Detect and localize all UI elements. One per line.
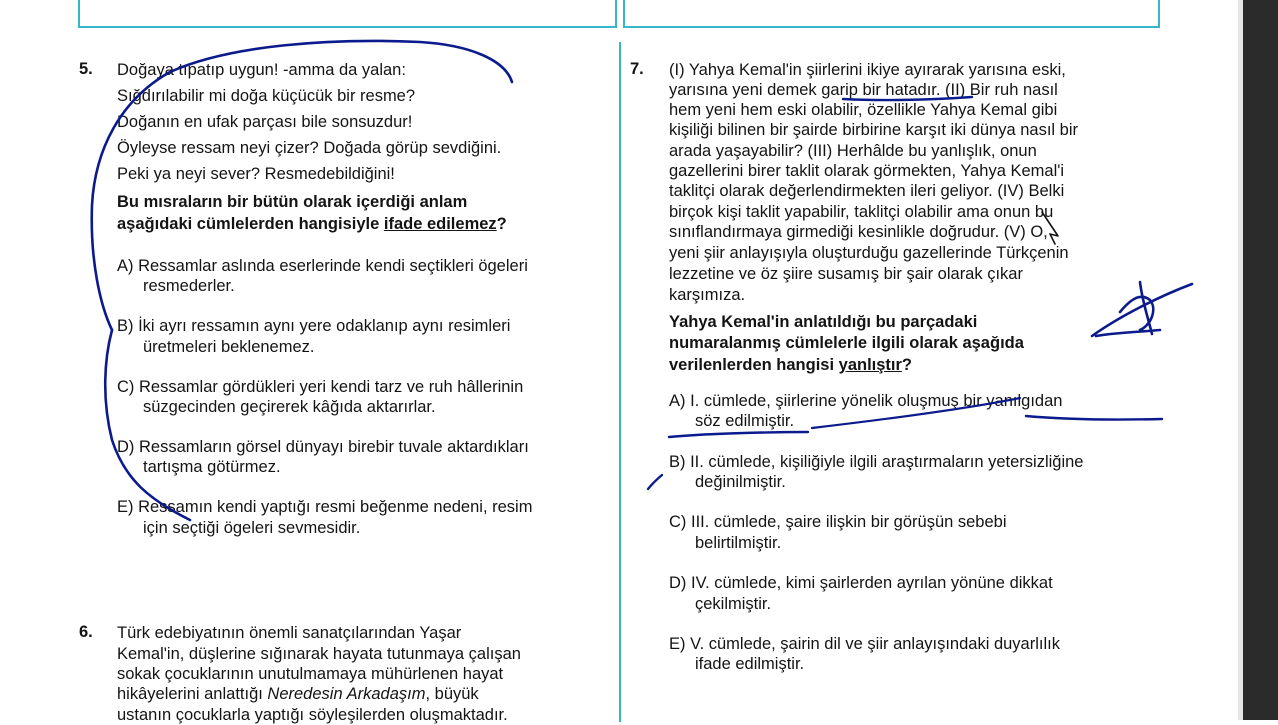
option-text: I. cümlede, şiirlerine yönelik oluşmuş bir yanılgıdan — [690, 392, 1063, 410]
q7-question-mark: ? — [901, 356, 913, 374]
q7-passage-line: karşımıza. — [669, 286, 746, 304]
q5-option-e-cont: için seçtiği ögeleri sevmesidir. — [143, 519, 361, 537]
q5-option-b-cont: üretmeleri beklenemez. — [143, 338, 315, 356]
option-text: İki ayrı ressamın aynı yere odaklanıp aynı resimleri — [138, 317, 511, 335]
q6-line: ustanın çocuklarla yaptığı söyleşilerden oluşmaktadır. — [117, 706, 508, 724]
q6-text: hikâyelerini anlattığı — [117, 685, 268, 703]
q5-option-a-cont: resmederler. — [143, 277, 235, 295]
option-text: V. cümlede, şairin dil ve şiir anlayışındaki duyarlılık — [690, 635, 1060, 653]
option-letter: A) — [669, 392, 686, 410]
q5-option-c-cont: süzgecinden geçirerek kâğıda aktarırlar. — [143, 398, 436, 416]
q5-option-d-cont: tartışma götürmez. — [143, 458, 281, 476]
side-panel — [1243, 0, 1278, 720]
q5-poem-line: Peki ya neyi sever? Resmedebildiğini! — [117, 165, 395, 183]
q7-question-line1: Yahya Kemal'in anlatıldığı bu parçadaki — [669, 313, 978, 331]
q5-option-e[interactable] — [117, 497, 532, 517]
q7-option-d[interactable] — [669, 573, 1053, 593]
ink-star-mark — [1092, 282, 1192, 336]
option-text: Ressamlar gördükleri yeri kendi tarz ve ruh hâllerinin — [139, 378, 524, 396]
option-letter: B) — [669, 453, 686, 471]
top-box-left — [78, 0, 617, 28]
q7-passage-line: arada yaşayabilir? (III) Herhâlde bu yanlışlık, onun — [669, 142, 1037, 160]
q5-question-underlined: ifade edilemez — [383, 215, 497, 233]
q7-passage-line: taklitçi olarak değerlendirmekten ileri geliyor. (IV) Belki — [669, 182, 1065, 200]
q7-passage-line: yeni şiir anlayışıyla oluşturduğu gazellerinde Türkçenin — [669, 244, 1069, 262]
q7-passage-line: birçok kişi taklit yapabilir, taklitçi olabilir ama onun bu — [669, 203, 1054, 221]
ink-check-mark — [648, 475, 662, 489]
option-letter: C) — [117, 378, 135, 396]
option-letter: C) — [669, 513, 687, 531]
q5-question-mark: ? — [496, 215, 507, 233]
q5-question-text: aşağıdaki cümlelerden hangisiyle — [117, 215, 384, 233]
question-5-number: 5. — [79, 60, 93, 78]
q7-option-b[interactable] — [669, 452, 1083, 472]
q7-option-b-cont: değinilmiştir. — [695, 473, 786, 491]
ink-bracket-stroke — [105, 330, 190, 520]
question-6-number: 6. — [79, 623, 93, 641]
q7-passage-line: lezzetine ve öz şiire susamış bir şair olarak çıkar — [669, 265, 1023, 283]
q5-poem-line: Sığdırılabilir mi doğa küçücük bir resme? — [117, 87, 416, 105]
q6-line: Türk edebiyatının önemli sanatçılarından Yaşar — [117, 624, 462, 642]
q7-passage-line: hem yeni hem eski olabilir, özellikle Yahya Kemal gibi — [669, 101, 1058, 119]
q7-passage-line: kişiliği bilinen bir şairde birbirine karşıt iki dünya nasıl bir — [669, 121, 1079, 139]
option-letter: A) — [117, 257, 134, 275]
q7-option-a[interactable] — [669, 391, 1062, 411]
option-text: Ressamın kendi yaptığı resmi beğenme nedeni, resim — [138, 498, 533, 516]
q5-option-b[interactable] — [117, 316, 510, 336]
q7-option-c[interactable] — [669, 512, 1007, 532]
q7-option-e[interactable] — [669, 634, 1060, 654]
q5-poem-line: Öyleyse ressam neyi çizer? Doğada görüp sevdiğini. — [117, 139, 502, 157]
ink-underline — [669, 432, 808, 437]
option-letter: E) — [669, 635, 686, 653]
q7-passage-line: sınıflandırmaya girmediği kesinlikle doğrudur. (V) O, — [669, 223, 1048, 241]
option-text: III. cümlede, şaire ilişkin bir görüşün sebebi — [691, 513, 1007, 531]
q7-question-underlined: yanlıştır — [838, 356, 902, 374]
q5-option-d[interactable] — [117, 437, 529, 457]
option-text: Ressamlar aslında eserlerinde kendi seçtikleri ögeleri — [138, 257, 528, 275]
q5-poem-line: Doğanın en ufak parçası bile sonsuzdur! — [117, 113, 413, 131]
option-text: Ressamların görsel dünyayı birebir tuvale aktardıkları — [139, 438, 529, 456]
q7-option-a-cont: söz edilmiştir. — [695, 412, 795, 430]
q5-question-line2 — [117, 214, 507, 234]
q5-option-a[interactable] — [117, 256, 528, 276]
q5-question-line1: Bu mısraların bir bütün olarak içerdiği anlam — [117, 193, 468, 211]
column-divider — [619, 42, 621, 722]
q7-passage-line: gazellerini birer taklit olarak görmekten, Yahya Kemal'i — [669, 162, 1065, 180]
q6-line: Kemal'in, düşlerine sığınarak hayata tutunmaya çalışan — [117, 645, 521, 663]
option-letter: B) — [117, 317, 134, 335]
q7-option-d-cont: çekilmiştir. — [695, 595, 772, 613]
q5-poem-line: Doğaya tıpatıp uygun! -amma da yalan: — [117, 61, 406, 79]
q7-passage-line: yarısına yeni demek garip bir hatadır. (II) Bir ruh nasıl — [669, 81, 1058, 99]
ink-underline — [1026, 416, 1162, 420]
option-letter: D) — [669, 574, 687, 592]
q5-option-c[interactable] — [117, 377, 523, 397]
q7-question-text: verilenlerden hangisi — [669, 356, 839, 374]
option-text: IV. cümlede, kimi şairlerden ayrılan yönüne dikkat — [691, 574, 1053, 592]
q7-option-c-cont: belirtilmiştir. — [695, 534, 782, 552]
q7-question-line3 — [669, 355, 912, 375]
question-7-number: 7. — [630, 60, 644, 78]
q6-book-title: Neredesin Arkadaşım — [267, 685, 426, 703]
option-text: II. cümlede, kişiliğiyle ilgili araştırmaların yetersizliğine — [690, 453, 1084, 471]
q6-line — [117, 684, 479, 704]
q7-passage-line: (I) Yahya Kemal'in şiirlerini ikiye ayırarak yarısına eski, — [669, 61, 1066, 79]
q7-option-e-cont: ifade edilmiştir. — [695, 655, 805, 673]
q6-line: sokak çocuklarının unutulmamaya mühürlenen hayat — [117, 665, 504, 683]
option-letter: E) — [117, 498, 134, 516]
top-box-right — [623, 0, 1160, 28]
q7-question-line2: numaralanmış cümlelerle ilgili olarak aşağıda — [669, 334, 1024, 352]
q6-text: , büyük — [425, 685, 479, 703]
option-letter: D) — [117, 438, 135, 456]
